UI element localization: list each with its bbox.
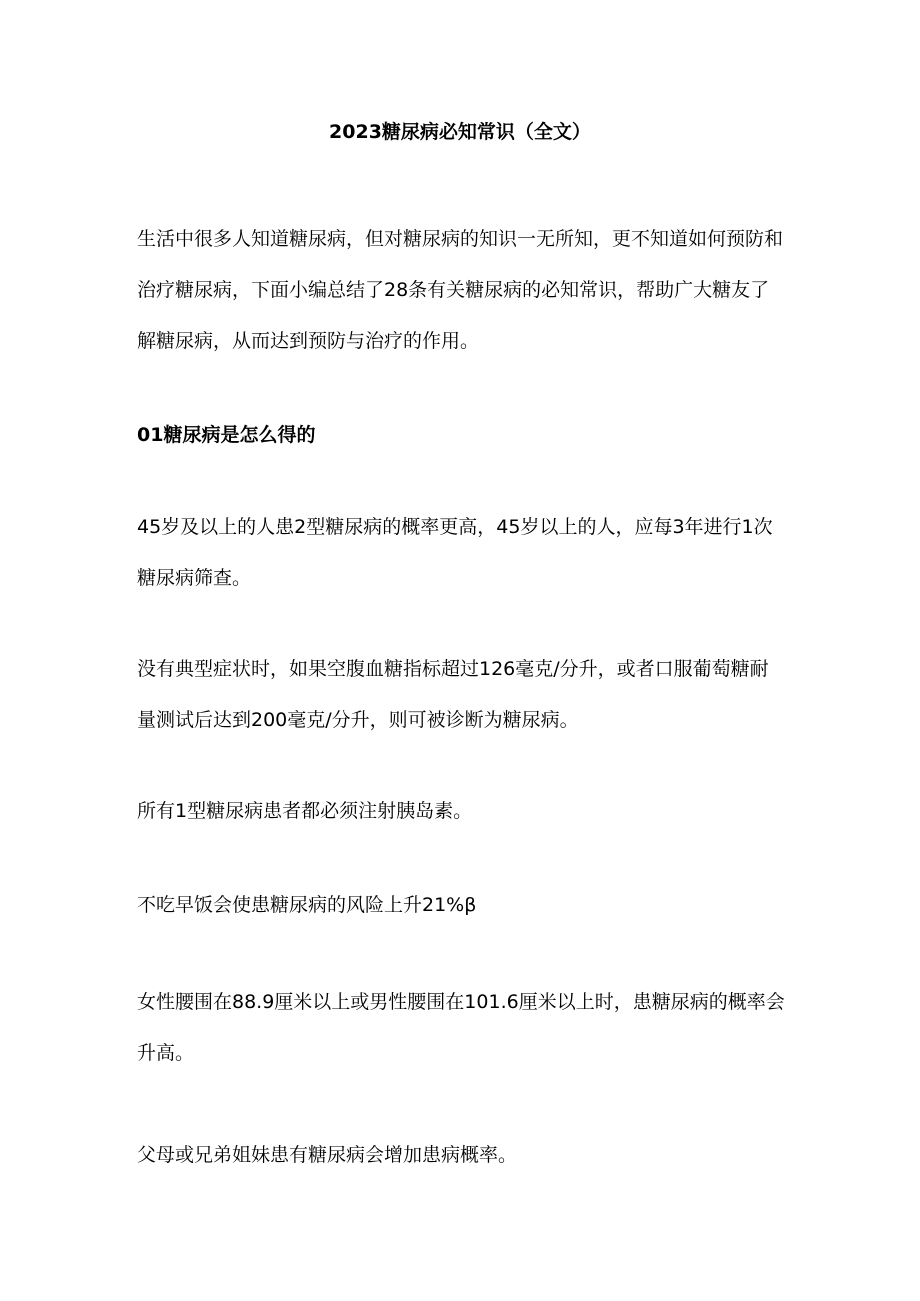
paragraph-skip-breakfast: 不吃早饭会使患糖尿病的风险上升21%β <box>137 894 477 916</box>
paragraph-type1-insulin: 所有1型糖尿病患者都必须注射胰岛素。 <box>137 800 473 822</box>
document-title: 2023糖尿病必知常识（全文） <box>329 121 591 143</box>
paragraph-age-screening: 45岁及以上的人患2型糖尿病的概率更高，45岁以上的人，应每3年进行1次糖尿病筛查。 <box>137 516 773 589</box>
paragraph-family-history: 父母或兄弟姐妹患有糖尿病会增加患病概率。 <box>137 1144 518 1166</box>
intro-paragraph: 生活中很多人知道糖尿病，但对糖尿病的知识一无所知，更不知道如何预防和治疗糖尿病，下面小编总结了28条有关糖尿病的必知常识，帮助广大糖友了解糖尿病，从而达到预防与治疗的作用。 <box>137 228 784 352</box>
paragraph-diagnosis-criteria: 没有典型症状时，如果空腹血糖指标超过126毫克/分升，或者口服葡萄糖耐量测试后达到200毫克/分升，则可被诊断为糖尿病。 <box>137 658 769 731</box>
paragraph-waist-circumference: 女性腰围在88.9厘米以上或男性腰围在101.6厘米以上时，患糖尿病的概率会升高。 <box>137 991 785 1064</box>
section-heading-01: 01糖尿病是怎么得的 <box>137 424 316 446</box>
